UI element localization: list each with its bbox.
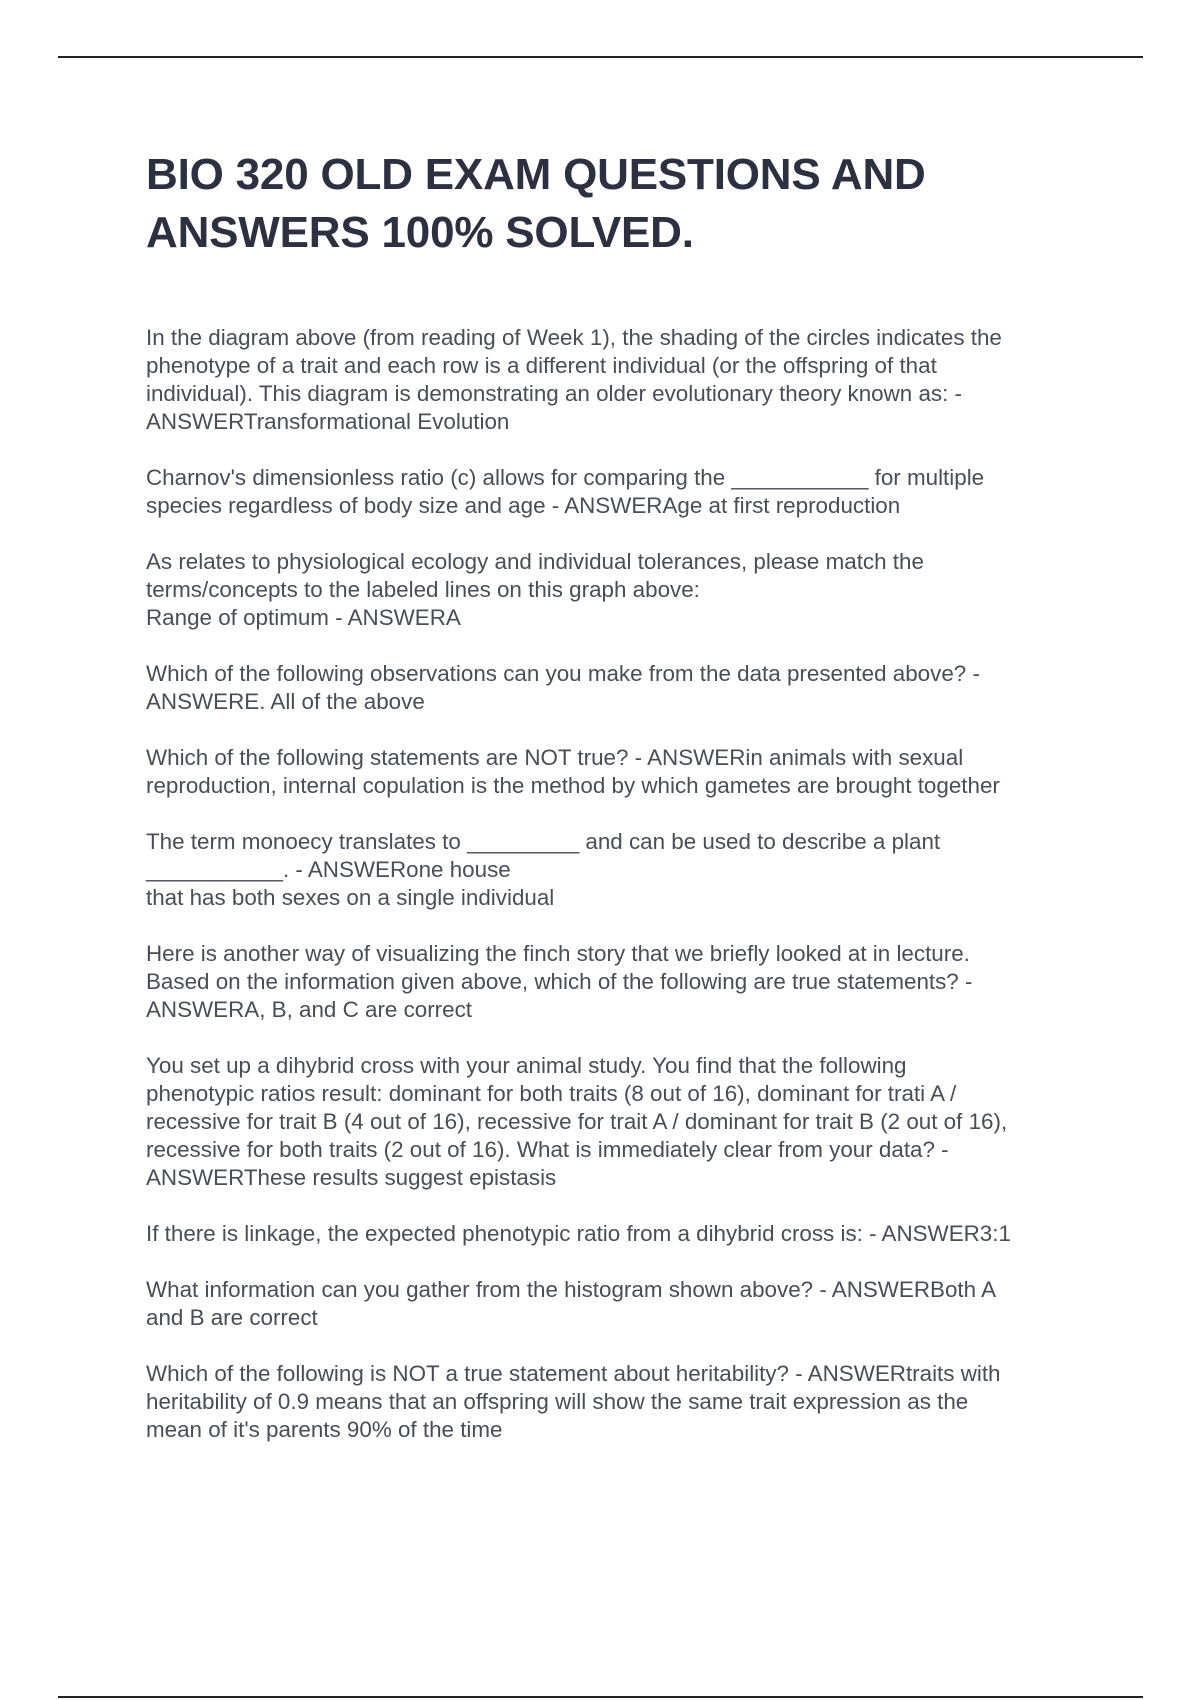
qa-line: ANSWERThese results suggest epistasis (146, 1165, 557, 1190)
qa-item-9 (146, 1220, 1096, 1248)
qa-line: and B are correct (146, 1305, 318, 1330)
qa-item-2 (146, 464, 1096, 520)
qa-item-11 (146, 1360, 1096, 1444)
qa-item-6 (146, 828, 1096, 912)
qa-line: The term monoecy translates to _________ and can be used to describe a plant (146, 829, 941, 854)
qa-line: ANSWERTransformational Evolution (146, 409, 510, 434)
qa-line: What information can you gather from the histogram shown above? - ANSWERBoth A (146, 1277, 997, 1302)
qa-line: Charnov's dimensionless ratio (c) allows for comparing the ___________ for multiple (146, 465, 985, 490)
question-answer-list (146, 324, 1096, 1444)
qa-line: ___________. - ANSWERone house (146, 857, 511, 882)
qa-item-10 (146, 1276, 1096, 1332)
qa-line: recessive for both traits (2 out of 16). What is immediately clear from your data? - (146, 1137, 949, 1162)
qa-line: phenotypic ratios result: dominant for both traits (8 out of 16), dominant for trati A / (146, 1081, 957, 1106)
qa-line: terms/concepts to the labeled lines on this graph above: (146, 577, 700, 602)
qa-line: Which of the following is NOT a true statement about heritability? - ANSWERtraits with (146, 1361, 1001, 1386)
qa-line: ANSWERE. All of the above (146, 689, 425, 714)
qa-line: phenotype of a trait and each row is a different individual (or the offspring of that (146, 353, 937, 378)
qa-item-3 (146, 548, 1096, 632)
title-line: ANSWERS 100% SOLVED. (146, 208, 694, 257)
qa-item-7 (146, 940, 1096, 1024)
qa-item-1 (146, 324, 1096, 436)
document-title (146, 146, 1096, 262)
qa-line: heritability of 0.9 means that an offspring will show the same trait expression as the (146, 1389, 969, 1414)
qa-item-4 (146, 660, 1096, 716)
qa-line: species regardless of body size and age - ANSWERAge at first reproduction (146, 493, 901, 518)
qa-item-8 (146, 1052, 1096, 1192)
top-rule (58, 56, 1143, 58)
qa-line: that has both sexes on a single individual (146, 885, 555, 910)
bottom-rule (58, 1696, 1143, 1698)
qa-line: You set up a dihybrid cross with your animal study. You find that the following (146, 1053, 907, 1078)
qa-line: Based on the information given above, which of the following are true statements? - (146, 969, 973, 994)
qa-line: If there is linkage, the expected phenotypic ratio from a dihybrid cross is: - ANSWER3:1 (146, 1221, 1011, 1246)
qa-line: recessive for trait B (4 out of 16), recessive for trait A / dominant for trait B (2 out of 16), (146, 1109, 1008, 1134)
qa-line: In the diagram above (from reading of Week 1), the shading of the circles indicates the (146, 325, 1002, 350)
qa-line: Range of optimum - ANSWERA (146, 605, 461, 630)
qa-line: Here is another way of visualizing the finch story that we briefly looked at in lecture. (146, 941, 970, 966)
qa-line: As relates to physiological ecology and individual tolerances, please match the (146, 549, 924, 574)
qa-line: ANSWERA, B, and C are correct (146, 997, 473, 1022)
title-line: BIO 320 OLD EXAM QUESTIONS AND (146, 150, 926, 199)
qa-line: Which of the following statements are NOT true? - ANSWERin animals with sexual (146, 745, 964, 770)
qa-line: mean of it's parents 90% of the time (146, 1417, 503, 1442)
qa-line: reproduction, internal copulation is the method by which gametes are brought together (146, 773, 1000, 798)
document-body (146, 146, 1096, 1472)
qa-item-5 (146, 744, 1096, 800)
qa-line: individual). This diagram is demonstrating an older evolutionary theory known as: - (146, 381, 963, 406)
qa-line: Which of the following observations can you make from the data presented above? - (146, 661, 980, 686)
